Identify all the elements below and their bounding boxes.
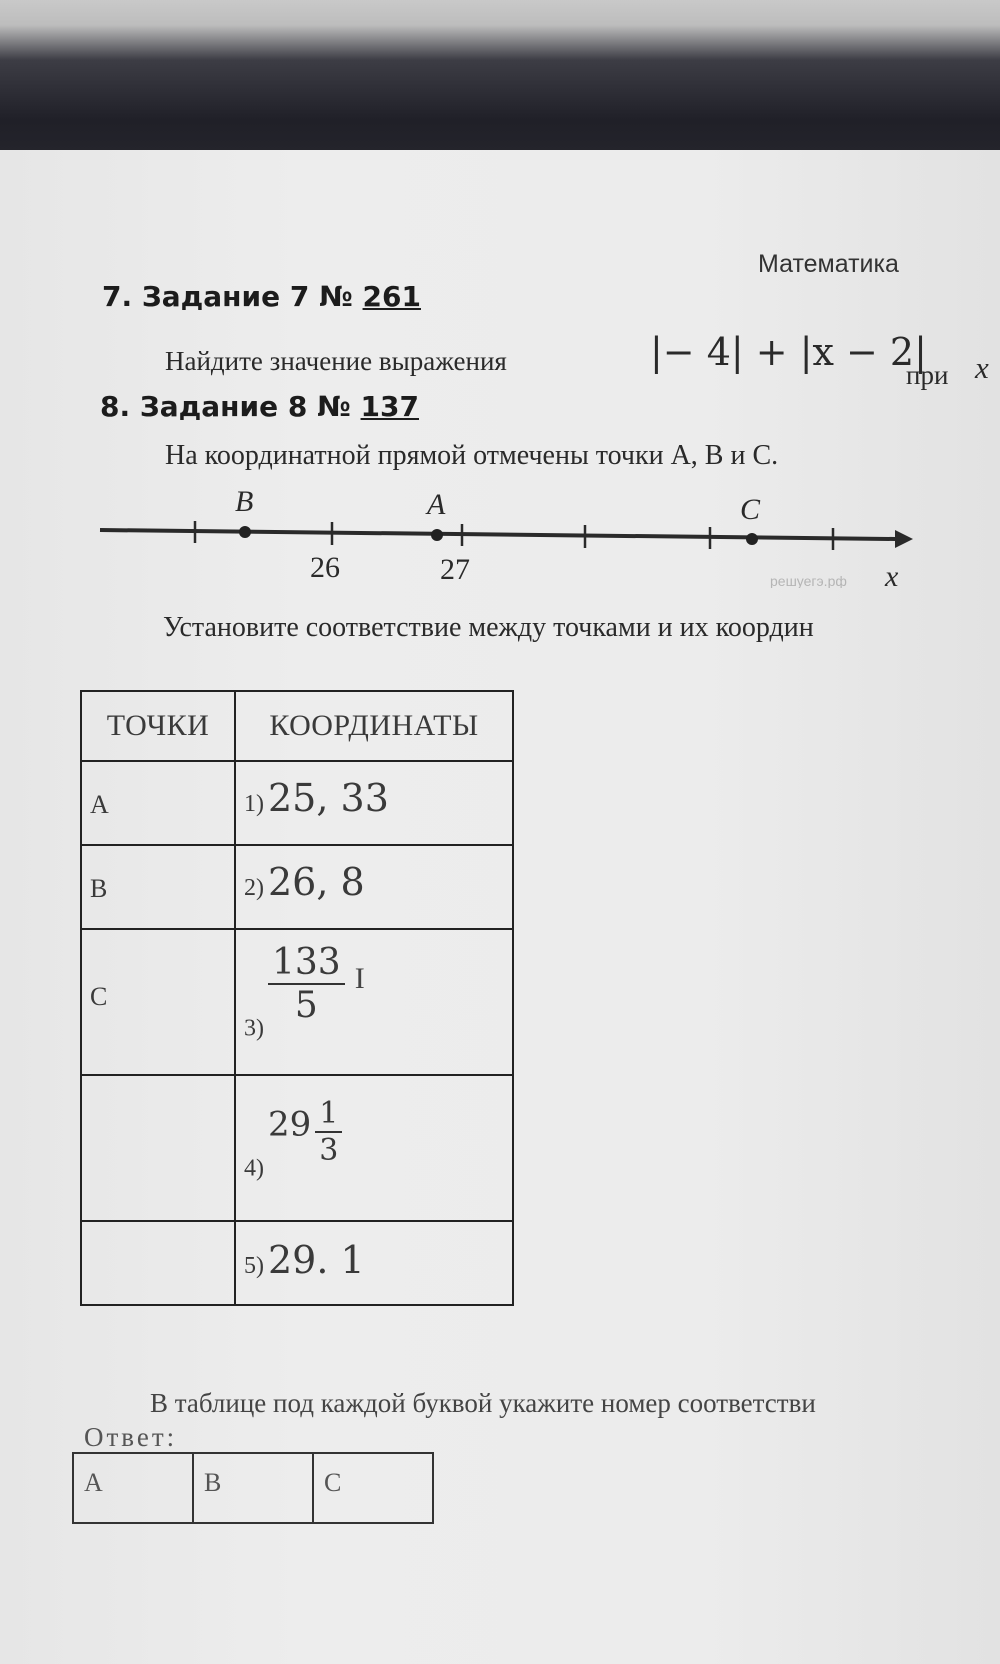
- option-4-denominator: 3: [319, 1133, 339, 1168]
- point-c-label: C: [740, 493, 761, 526]
- point-cell-empty: [81, 1221, 235, 1305]
- option-3-index: 3): [244, 1015, 264, 1042]
- option-3: [244, 930, 504, 1043]
- header-points: ТОЧКИ: [81, 691, 235, 761]
- table-row: [81, 845, 513, 929]
- option-cell: [235, 1075, 513, 1221]
- worksheet-page: [0, 150, 1000, 1664]
- answer-cell-b[interactable]: B: [193, 1453, 313, 1523]
- option-3-denominator: 5: [294, 985, 318, 1026]
- option-3-fraction: [268, 942, 345, 1026]
- answer-cell-a[interactable]: A: [73, 1453, 193, 1523]
- point-cell-empty: [81, 1075, 235, 1221]
- task8-prefix: 8. Задание 8 №: [100, 390, 351, 423]
- number-line-axis: [100, 530, 895, 539]
- option-2-index: 2): [244, 875, 264, 901]
- option-4-numerator: 1: [315, 1096, 342, 1133]
- number-line-arrow: [895, 530, 913, 548]
- option-1: [244, 762, 504, 820]
- point-cell: [81, 845, 235, 929]
- option-3-numerator: 133: [268, 942, 345, 985]
- option-cell: [235, 929, 513, 1075]
- task7-heading: [102, 280, 421, 313]
- option-4: [244, 1076, 504, 1183]
- answer-label: Ответ:: [84, 1422, 178, 1452]
- text-cursor-icon: I: [354, 961, 365, 995]
- table-header-row: [81, 691, 513, 761]
- option-cell: [235, 761, 513, 845]
- point-cell: [81, 761, 235, 845]
- option-4-index: 4): [244, 1155, 264, 1182]
- answer-row: [73, 1453, 433, 1523]
- task7-expression: |− 4| + |x − 2|: [650, 330, 927, 374]
- answer-instruction: В таблице под каждой буквой укажите номер соответстви: [150, 1388, 816, 1418]
- option-4-fraction: [315, 1096, 342, 1168]
- subject-title: Математика: [758, 250, 899, 278]
- task8-number-link[interactable]: 137: [360, 390, 419, 423]
- task8-heading: [100, 390, 419, 423]
- header-coordinates: КООРДИНАТЫ: [235, 691, 513, 761]
- task7-at-word: при: [906, 360, 949, 390]
- number-line: [95, 478, 925, 588]
- watermark-text: решуегэ.рф: [770, 573, 847, 588]
- answer-table: [72, 1452, 434, 1524]
- option-1-index: 1): [244, 791, 264, 817]
- table-row: [81, 1075, 513, 1221]
- point-a-dot: [431, 529, 443, 541]
- task7-number-link[interactable]: 261: [362, 280, 421, 313]
- answer-cell-c[interactable]: C: [313, 1453, 433, 1523]
- option-cell: [235, 845, 513, 929]
- task7-question: Найдите значение выражения: [165, 346, 507, 376]
- task8-question: На координатной прямой отмечены точки A, B и C.: [165, 440, 779, 471]
- point-b: B: [90, 874, 108, 903]
- option-2: [244, 846, 504, 904]
- option-2-value: 26, 8: [268, 860, 365, 904]
- point-a-label: A: [427, 488, 446, 521]
- point-c: C: [90, 982, 108, 1011]
- task7-prefix: 7. Задание 7 №: [102, 280, 353, 313]
- point-b-dot: [239, 526, 251, 538]
- axis-label-x: x: [885, 560, 899, 588]
- option-cell: [235, 1221, 513, 1305]
- task7-variable: x: [975, 350, 989, 385]
- point-c-dot: [746, 533, 758, 545]
- tick-label-27: 27: [440, 553, 470, 586]
- point-b-label: B: [235, 485, 254, 518]
- option-5: [244, 1222, 504, 1282]
- table-row: [81, 1221, 513, 1305]
- monitor-bezel: [0, 0, 1000, 160]
- option-5-value: 29. 1: [268, 1238, 365, 1282]
- option-1-value: 25, 33: [268, 776, 389, 820]
- correspondence-table: [80, 690, 514, 1306]
- task8-instruction: Установите соответствие между точками и их координ: [163, 612, 814, 643]
- point-cell: [81, 929, 235, 1075]
- option-5-index: 5): [244, 1253, 264, 1279]
- tick-label-26: 26: [310, 551, 340, 584]
- option-4-whole: 29: [268, 1104, 312, 1145]
- table-row: [81, 929, 513, 1075]
- table-row: [81, 761, 513, 845]
- point-a: A: [90, 790, 109, 819]
